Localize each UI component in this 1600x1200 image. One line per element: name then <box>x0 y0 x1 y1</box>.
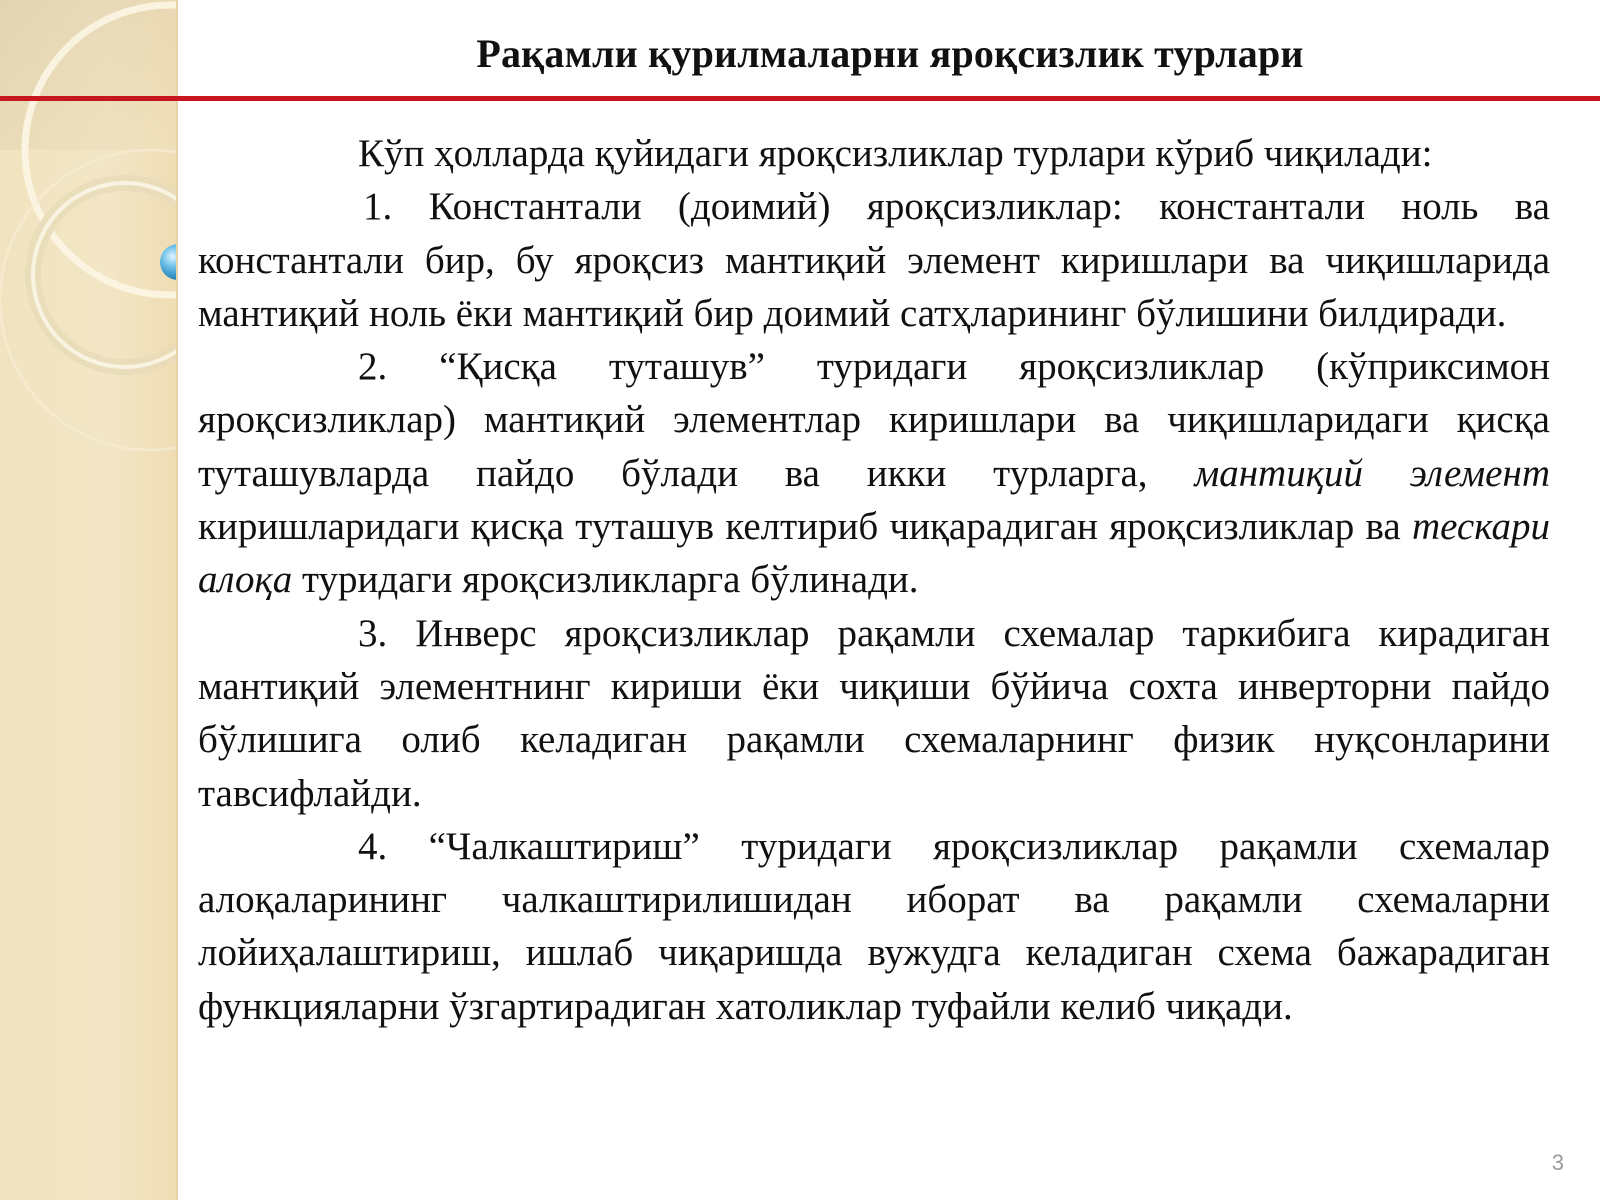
list-item-constant-faults: 1. Константали (доимий) яроқсизликлар: константали ноль ва константали бир, бу яроқсиз мантиқий элемент киришлари ва чиқишларида мантиқий ноль ёки мантиқий бир доимий сатҳларининг бўлишини билдиради. <box>198 185 1550 335</box>
intro-paragraph: Кўп ҳолларда қуйидаги яроқсизликлар турлари кўриб чиқилади: <box>358 132 1433 175</box>
item2-text-end: туридаги яроқсизликларга бўлинади. <box>301 558 919 602</box>
panel-divider <box>176 0 178 1200</box>
decorative-side-panel <box>0 0 178 1200</box>
slide-body <box>198 127 1550 1033</box>
item2-italic-logic-element: мантиқий элемент <box>1194 451 1550 495</box>
list-item-short-circuit-faults <box>198 340 1550 606</box>
slide-title: Рақамли қурилмаларни яроқсизлик турлари <box>476 31 1304 76</box>
decorative-rings-graphic <box>0 0 178 1200</box>
title-divider-line <box>0 96 1600 101</box>
item2-italic-feedback: тескари алоқа <box>198 505 1550 602</box>
page-number: 3 <box>1551 1150 1564 1175</box>
list-item-confusion-faults: 4. “Чалкаштириш” туридаги яроқсизликлар рақамли схемалар алоқаларининг чалкаштирилишидан иборат ва рақамли схемаларни лойиҳалаштириш, ишлаб чиқаришда вужудга келадиган схема бажарадиган функцияларни ўзгартирадиган хатоликлар туфайли келиб чиқади. <box>198 824 1550 1028</box>
item2-text-middle: киришларидаги қисқа туташув келтириб чиқарадиган яроқсизликлар ва <box>198 505 1401 549</box>
item2-text-start: 2. “Қисқа туташув” туридаги яроқсизликлар (кўприксимон яроқсизликлар) мантиқий элементлар киришлари ва чиқишларидаги қисқа туташувларда пайдо бўлади ва икки турларга, <box>198 345 1550 495</box>
list-item-inverse-faults: 3. Инверс яроқсизликлар рақамли схемалар таркибига кирадиган мантиқий элементнинг кириши ёки чиқиши бўйича сохта инверторни пайдо бўлишига олиб келадиган рақамли схемаларнинг физик нуқсонларини тавсифлайди. <box>198 611 1550 815</box>
